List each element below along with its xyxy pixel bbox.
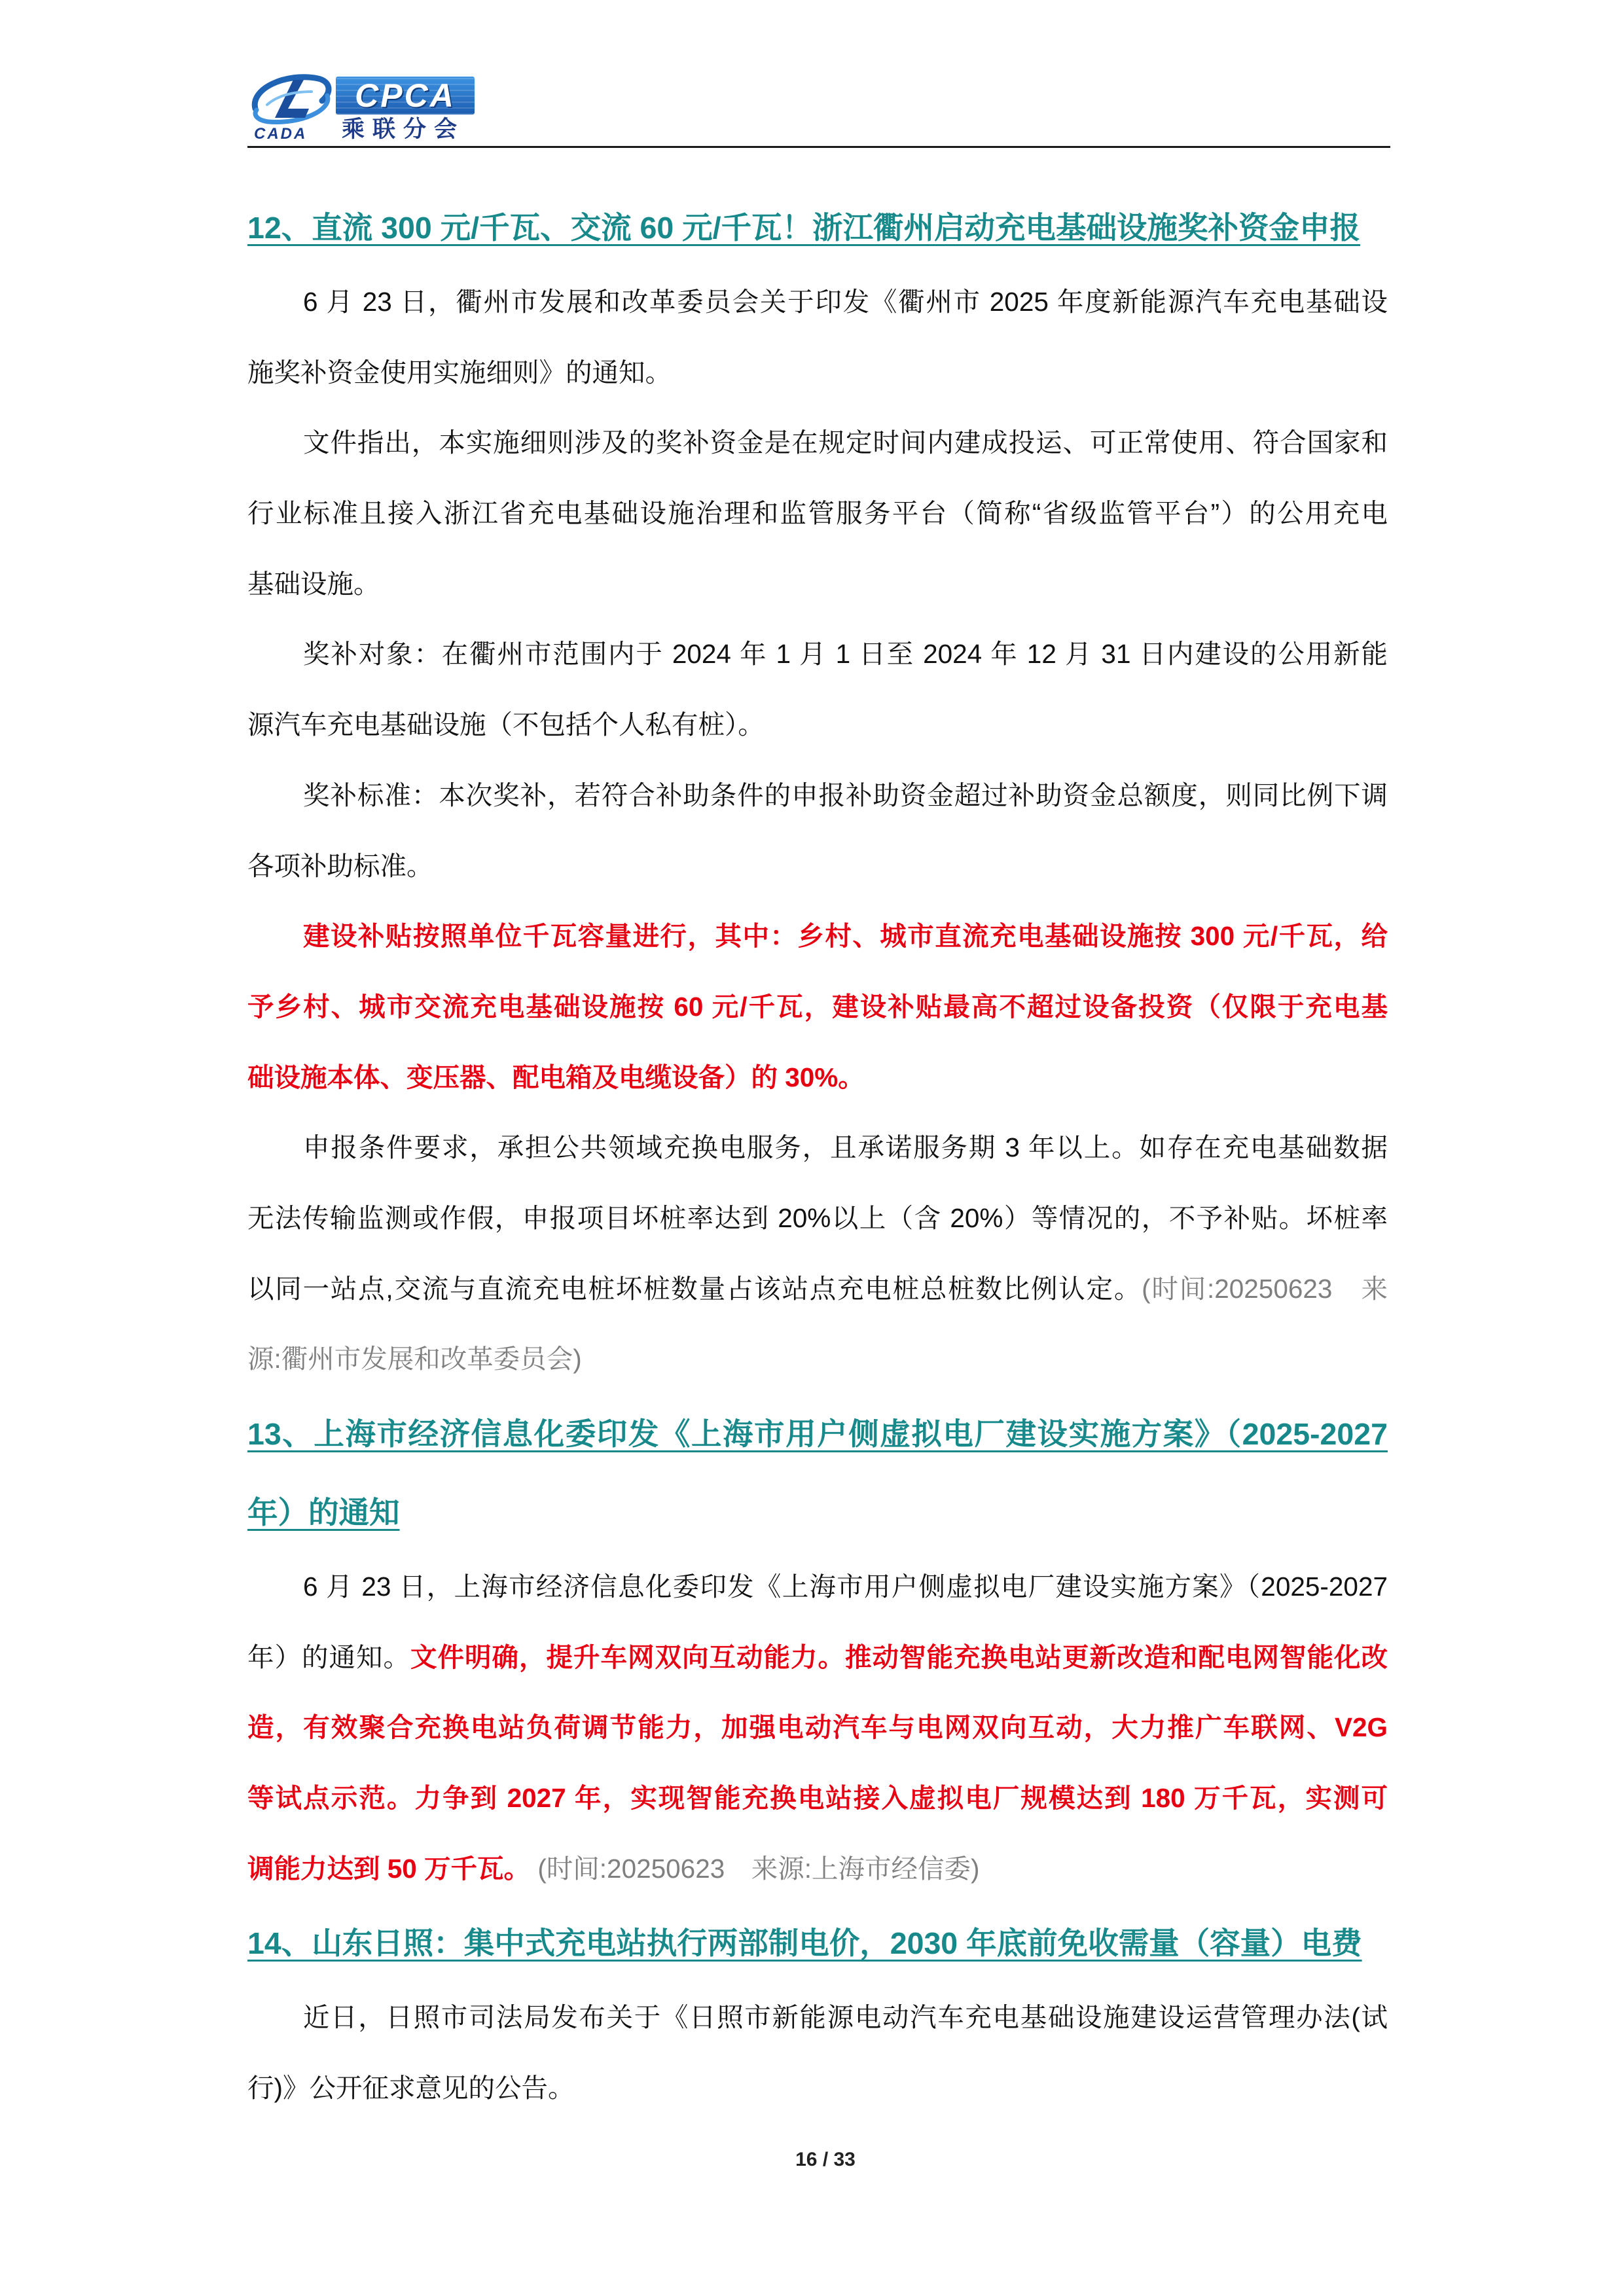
body-text: 近日，日照市司法局发布关于《日照市新能源电动汽车充电基础设施建设运营管理办法(试: [303, 2002, 1388, 2033]
source-note: (时间:20250623 来源:上海市经信委): [530, 1853, 980, 1884]
emblem-lettering: CADA: [254, 125, 308, 143]
logo-name: 乘联分会: [342, 117, 465, 142]
highlighted-text: 文件明确，提升车网双向互动能力。推动智能充换电站更新改造和配电网智能化改: [410, 1641, 1388, 1672]
section-heading: [247, 1473, 1388, 1552]
cada-emblem-logo: [247, 69, 335, 144]
body-text: 以同一站点,交流与直流充电桩坏桩数量占该站点充电桩总桩数比例认定。: [247, 1273, 1142, 1304]
section-heading: [247, 1904, 1388, 1982]
text-line: [247, 1113, 1388, 1183]
text-line: [247, 549, 1388, 620]
body-text: 奖补对象：在衢州市范围内于 2024 年 1 月 1 日至 2024 年 12 月 31 日内建设的公用新能: [303, 639, 1388, 670]
text-line: [247, 267, 1388, 338]
section-heading-line: 12、直流 300 元/千瓦、交流 60 元/千瓦！浙江衢州启动充电基础设施奖补资金申报: [247, 211, 1361, 245]
source-note: (时间:20250623 来: [1142, 1273, 1388, 1304]
section-heading: [247, 1395, 1388, 1473]
body-text: 各项补助标准。: [247, 850, 433, 881]
highlighted-paragraph: [247, 901, 1388, 1113]
highlighted-text: 础设施本体、变压器、配电箱及电缆设备）的 30%。: [247, 1062, 865, 1092]
text-line: [247, 619, 1388, 690]
text-line: [247, 1982, 1388, 2053]
body-text: 源汽车充电基础设施（不包括个人私有桩）。: [247, 709, 765, 740]
highlighted-text: 建设补贴按照单位千瓦容量进行，其中：乡村、城市直流充电基础设施按 300 元/千瓦，给: [303, 921, 1388, 952]
news-item: [247, 1395, 1388, 1904]
body-text: 6 月 23 日，衢州市发展和改革委员会关于印发《衢州市 2025 年度新能源汽车充电基础设: [303, 287, 1388, 317]
section-heading: [247, 188, 1388, 267]
body-text: 6 月 23 日，上海市经济信息化委印发《上海市用户侧虚拟电厂建设实施方案》（2025-2027: [303, 1571, 1388, 1602]
body-text: 基础设施。: [247, 568, 380, 599]
text-line: [247, 1254, 1388, 1325]
text-line: [247, 1623, 1388, 1693]
paragraph: [247, 408, 1388, 619]
text-line: [247, 972, 1388, 1043]
body-text: 行业标准且接入浙江省充电基础设施治理和监管服务平台（简称“省级监管平台”）的公用充电: [247, 498, 1388, 529]
news-item: [247, 188, 1388, 1395]
body-text: 无法传输监测或作假，申报项目坏桩率达到 20%以上（含 20%）等情况的，不予补贴。坏桩率: [247, 1202, 1388, 1233]
highlighted-text: 造，有效聚合充换电站负荷调节能力，加强电动汽车与电网双向互动，大力推广车联网、V2G: [247, 1712, 1388, 1743]
body-text: 奖补标准：本次奖补，若符合补助条件的申报补助资金超过补助资金总额度，则同比例下调: [303, 780, 1388, 810]
paragraph: [247, 619, 1388, 760]
text-line: [247, 690, 1388, 761]
text-line: [247, 831, 1388, 902]
paragraph: [247, 761, 1388, 901]
text-line: [247, 338, 1388, 408]
header-rule: [247, 146, 1390, 148]
body-text: 文件指出，本实施细则涉及的奖补资金是在规定时间内建成投运、可正常使用、符合国家和: [303, 427, 1388, 458]
highlighted-text: 等试点示范。力争到 2027 年，实现智能充换电站接入虚拟电厂规模达到 180 万千瓦，实测可: [247, 1783, 1388, 1814]
text-line: [247, 901, 1388, 972]
section-heading-line: 14、山东日照：集中式充电站执行两部制电价，2030 年底前免收需量（容量）电费: [247, 1926, 1362, 1961]
paragraph: [247, 1552, 1388, 1904]
text-line: [247, 761, 1388, 831]
text-line: [247, 1763, 1388, 1834]
news-item: [247, 1904, 1388, 2123]
page-number: 16 / 33: [795, 2149, 856, 2170]
text-line: [247, 1183, 1388, 1254]
body-text: 行)》公开征求意见的公告。: [247, 2073, 575, 2104]
source-note: 源:衢州市发展和改革委员会): [247, 1344, 582, 1374]
body-text: 施奖补资金使用实施细则》的通知。: [247, 357, 672, 387]
text-line: [247, 2053, 1388, 2124]
text-line: [247, 1834, 1388, 1905]
section-heading-line: 年）的通知: [247, 1496, 400, 1530]
text-line: [247, 478, 1388, 549]
cpca-logo-badge: [336, 77, 475, 115]
text-line: [247, 408, 1388, 478]
paragraph: [247, 1982, 1388, 2123]
text-line: [247, 1043, 1388, 1113]
paragraph: [247, 1113, 1388, 1395]
body-text: 申报条件要求，承担公共领域充换电服务，且承诺服务期 3 年以上。如存在充电基础数据: [303, 1132, 1388, 1163]
text-line: [247, 1552, 1388, 1623]
text-line: [247, 1693, 1388, 1763]
body-text: 年）的通知。: [247, 1641, 410, 1672]
text-line: [247, 1324, 1388, 1395]
highlighted-text: 调能力达到 50 万千瓦。: [247, 1853, 531, 1884]
highlighted-text: 予乡村、城市交流充电基础设施按 60 元/千瓦，建设补贴最高不超过设备投资（仅限于充电基: [247, 991, 1388, 1022]
logo-acronym: CPCA: [355, 77, 456, 114]
section-heading-line: 13、上海市经济信息化委印发《上海市用户侧虚拟电厂建设实施方案》（2025-2027: [247, 1417, 1388, 1451]
document-body: [247, 188, 1388, 2124]
paragraph: [247, 267, 1388, 408]
